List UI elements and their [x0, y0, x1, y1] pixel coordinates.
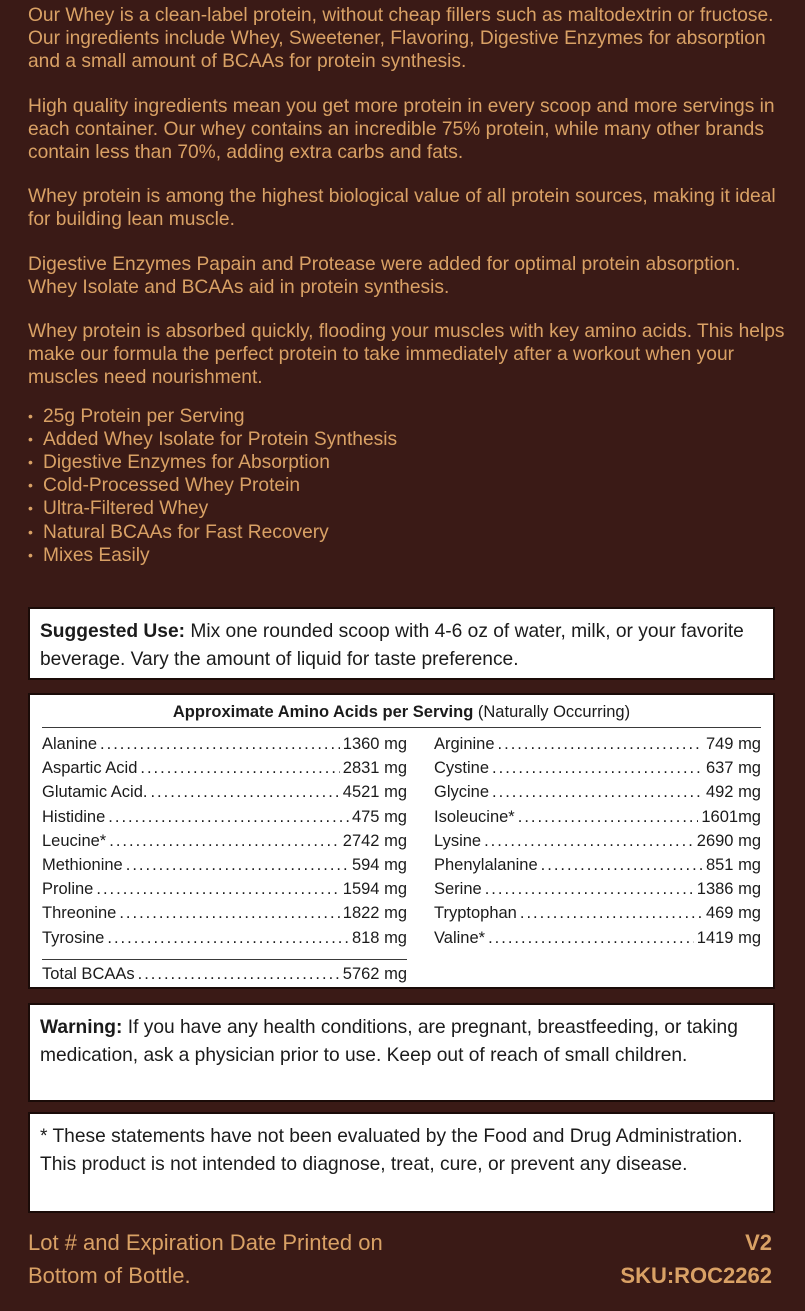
feature-item: • 25g Protein per Serving [28, 405, 788, 428]
amino-row [42, 756, 407, 780]
fda-disclaimer-box [28, 1112, 775, 1213]
version-label: V2 [745, 1230, 772, 1255]
amino-name: Histidine [42, 807, 106, 826]
amino-row [434, 805, 761, 829]
feature-list [28, 405, 788, 567]
paragraph-clean-label: Our Whey is a clean-label protein, without cheap fillers such as maltodextrin or fructose. Our ingredients include Whey, Sweetener, Flavoring, Digestive Enzymes for absorption and a small amount of BCAAs for protein synthesis. [28, 5, 774, 73]
amino-row [42, 829, 407, 853]
amino-row [42, 805, 407, 829]
amino-name: Threonine [42, 904, 117, 923]
amino-name: Tryptophan [434, 904, 517, 923]
amino-name: Glutamic Acid. [42, 783, 148, 802]
amino-column-right [434, 732, 761, 950]
description-section [28, 4, 788, 567]
amino-row [42, 901, 407, 925]
total-bcaas-row [42, 959, 407, 986]
amino-acids-title [42, 701, 761, 723]
lot-line-2: Bottom of Bottle. [28, 1263, 191, 1288]
feature-item: • Added Whey Isolate for Protein Synthesis [28, 428, 788, 451]
version-sku [620, 1226, 772, 1292]
amino-row [434, 877, 761, 901]
paragraph-absorbed-quickly: Whey protein is absorbed quickly, flooding your muscles with key amino acids. This helps make our formula the perfect protein to take immediately after a workout when your muscles need nourishment. [28, 321, 785, 389]
suggested-use-label: Suggested Use: [40, 621, 186, 642]
amino-name: Proline [42, 880, 94, 899]
amino-row [42, 780, 407, 804]
warning-box [28, 1003, 775, 1102]
amino-name: Serine [434, 880, 482, 899]
feature-item: • Digestive Enzymes for Absorption [28, 451, 788, 474]
warning-text: If you have any health conditions, are pregnant, breastfeeding, or taking medication, ask a physician prior to use. Keep out of reach of small children. [40, 1017, 738, 1066]
paragraph-biological-value: Whey protein is among the highest biological value of all protein sources, making it ideal for building lean muscle. [28, 186, 776, 231]
amino-value: 4521 mg [342, 783, 407, 802]
amino-row [434, 829, 761, 853]
amino-name: Lysine [434, 831, 482, 850]
amino-row [434, 901, 761, 925]
amino-row [434, 756, 761, 780]
lot-expiration-note [28, 1226, 488, 1292]
feature-item: • Mixes Easily [28, 544, 788, 567]
amino-name: Leucine* [42, 831, 107, 850]
amino-value: 492 mg [705, 783, 761, 802]
feature-item: • Ultra-Filtered Whey [28, 497, 788, 520]
total-bcaas-name: Total BCAAs [42, 965, 135, 983]
amino-value: 1386 mg [696, 880, 761, 899]
amino-value: 1360 mg [342, 735, 407, 753]
amino-row [434, 732, 761, 756]
amino-name: Glycine [434, 783, 490, 802]
amino-name: Cystine [434, 759, 490, 778]
amino-name: Isoleucine* [434, 807, 515, 826]
amino-value: 818 mg [351, 928, 407, 947]
amino-grid [42, 727, 761, 959]
suggested-use-text: Mix one rounded scoop with 4-6 oz of water, milk, or your favorite beverage. Vary the amount of liquid for taste preference. [40, 621, 744, 670]
amino-row [42, 853, 407, 877]
amino-value: 851 mg [705, 856, 761, 875]
amino-value: 2742 mg [342, 831, 407, 850]
amino-value: 749 mg [705, 735, 761, 753]
warning-label: Warning: [40, 1017, 123, 1038]
amino-value: 475 mg [351, 807, 407, 826]
paragraph-digestive-enzymes: Digestive Enzymes Papain and Protease were added for optimal protein absorption. Whey Isolate and BCAAs aid in protein synthesis. [28, 253, 741, 298]
amino-value: 1419 mg [696, 928, 761, 947]
amino-value: 594 mg [351, 856, 407, 875]
amino-value: 1601mg [701, 807, 761, 826]
sku-label: SKU:ROC2262 [620, 1263, 772, 1288]
amino-value: 637 mg [705, 759, 761, 778]
amino-name: Arginine [434, 735, 495, 753]
amino-row [434, 853, 761, 877]
total-bcaas-value: 5762 mg [342, 965, 407, 983]
lot-line-1: Lot # and Expiration Date Printed on [28, 1230, 383, 1255]
amino-value: 2690 mg [696, 831, 761, 850]
amino-row [42, 926, 407, 950]
amino-row [434, 780, 761, 804]
amino-row [434, 926, 761, 950]
amino-acids-table [28, 693, 775, 989]
feature-item: • Cold-Processed Whey Protein [28, 474, 788, 497]
amino-name: Phenylalanine [434, 856, 538, 875]
paragraph-high-quality: High quality ingredients mean you get more protein in every scoop and more servings in each container. Our whey contains an incredible 75% protein, while many other brands contain less than 70%, adding extra carbs and fats. [28, 95, 775, 164]
feature-item: • Natural BCAAs for Fast Recovery [28, 521, 788, 544]
fda-disclaimer-text: * These statements have not been evaluated by the Food and Drug Administration. This product is not intended to diagnose, treat, cure, or prevent any disease. [40, 1126, 743, 1175]
amino-column-left [42, 732, 407, 950]
suggested-use-box [28, 607, 775, 680]
amino-name: Alanine [42, 735, 98, 753]
amino-name: Methionine [42, 856, 123, 875]
amino-row [42, 732, 407, 756]
amino-value: 1594 mg [342, 880, 407, 899]
amino-title-bold: Approximate Amino Acids per Serving [172, 703, 474, 721]
amino-row [42, 877, 407, 901]
amino-name: Aspartic Acid [42, 759, 138, 778]
amino-name: Tyrosine [42, 928, 105, 947]
amino-value: 469 mg [705, 904, 761, 923]
amino-value: 2831 mg [342, 759, 407, 778]
amino-subtitle: (Naturally Occurring) [473, 703, 631, 721]
amino-value: 1822 mg [342, 904, 407, 923]
amino-name: Valine* [434, 928, 486, 947]
